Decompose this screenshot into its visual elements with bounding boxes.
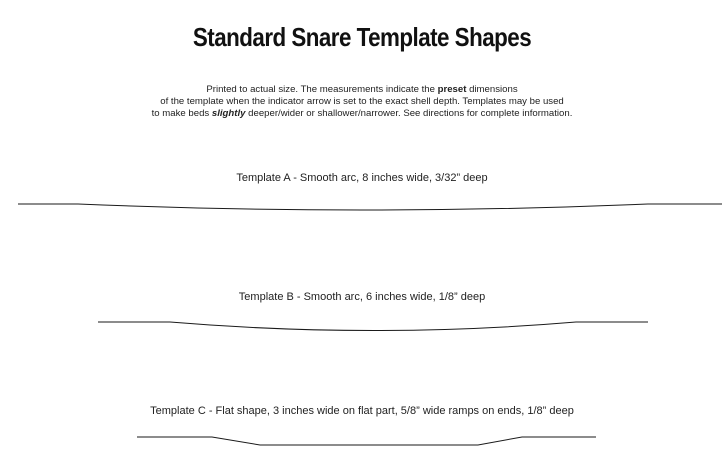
template-a-shape xyxy=(18,204,722,210)
template-b-caption: Template B - Smooth arc, 6 inches wide, 1/8” deep xyxy=(238,291,486,303)
page-title: Standard Snare Template Shapes xyxy=(192,22,532,52)
preset-emphasis: preset xyxy=(437,84,467,95)
template-a-caption: Template A - Smooth arc, 8 inches wide, 3/32” deep xyxy=(236,172,488,184)
intro-line-1: Printed to actual size. The measurements indicate the preset dimensions xyxy=(206,84,518,95)
template-c-shape xyxy=(137,437,596,445)
intro-line-2: of the template when the indicator arrow is set to the exact shell depth. Templates may be used xyxy=(160,96,564,107)
template-b-shape xyxy=(98,322,648,331)
intro-line-3: to make beds slightly deeper/wider or shallower/narrower. See directions for complete information. xyxy=(151,108,573,119)
slightly-emphasis: slightly xyxy=(211,108,246,119)
template-c-caption: Template C - Flat shape, 3 inches wide on flat part, 5/8” wide ramps on ends, 1/8” deep xyxy=(150,405,574,417)
